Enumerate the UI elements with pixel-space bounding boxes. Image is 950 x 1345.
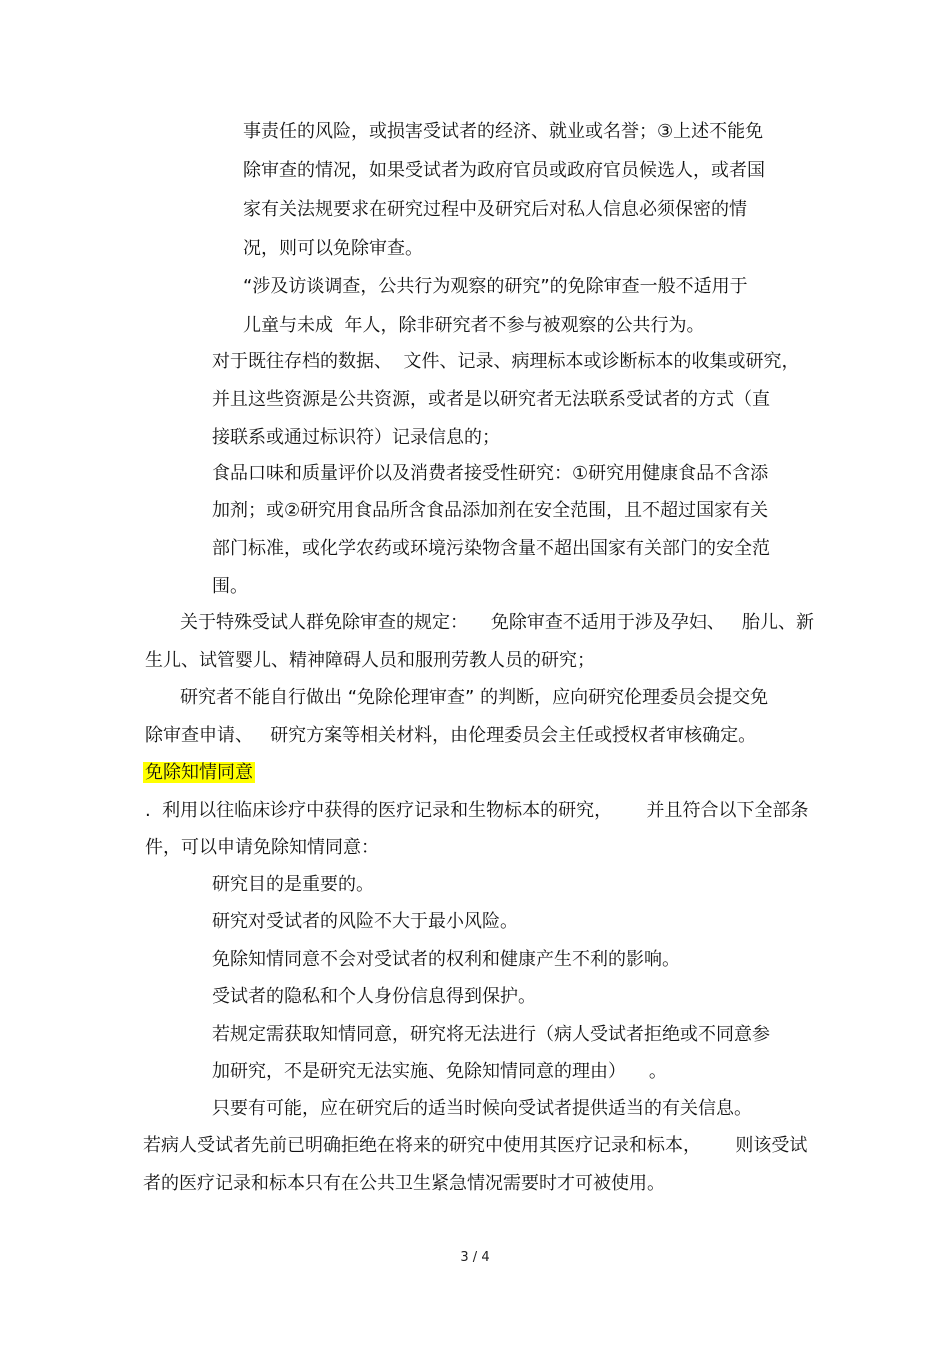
paragraph-line: 研究目的是重要的。 — [212, 874, 374, 895]
paragraph-line: 加研究，不是研究无法实施、免除知情同意的理由） 。 — [212, 1061, 667, 1082]
paragraph-line: 关于特殊受试人群免除审查的规定： 免除审查不适用于涉及孕妇、 胎儿、新 — [180, 612, 815, 633]
paragraph-line: 儿童与未成 年人，除非研究者不参与被观察的公共行为。 — [243, 315, 705, 336]
paragraph-line: 对于既往存档的数据、 文件、记录、病理标本或诊断标本的收集或研究， — [212, 351, 800, 372]
paragraph-line: 接联系或通过标识符）记录信息的； — [212, 427, 500, 448]
paragraph-line: 免除知情同意不会对受试者的权利和健康产生不利的影响。 — [212, 949, 680, 970]
paragraph-line: . 利用以往临床诊疗中获得的医疗记录和生物标本的研究， 并且符合以下全部条 — [145, 800, 809, 821]
paragraph-line: “涉及访谈调查，公共行为观察的研究”的免除审查一般不适用于 — [243, 276, 748, 297]
paragraph-line: 事责任的风险，或损害受试者的经济、就业或名誉；③上述不能免 — [243, 121, 764, 142]
section-heading — [143, 761, 255, 785]
paragraph-line: 食品口味和质量评价以及消费者接受性研究：①研究用健康食品不含添 — [212, 463, 769, 484]
paragraph-line: 生儿、试管婴儿、精神障碍人员和服刑劳教人员的研究； — [145, 650, 595, 671]
paragraph-line: 研究对受试者的风险不大于最小风险。 — [212, 911, 518, 932]
paragraph-line: 研究者不能自行做出 “免除伦理审查” 的判断，应向研究伦理委员会提交免 — [180, 687, 769, 708]
paragraph-line: 者的医疗记录和标本只有在公共卫生紧急情况需要时才可被使用。 — [143, 1173, 665, 1194]
paragraph-line: 若病人受试者先前已明确拒绝在将来的研究中使用其医疗记录和标本， 则该受试 — [143, 1135, 808, 1156]
paragraph-line: 况，则可以免除审查。 — [243, 238, 423, 259]
highlighted-heading-text: 免除知情同意 — [145, 762, 253, 783]
page-number: 3 / 4 — [460, 1250, 490, 1265]
paragraph-line: 并且这些资源是公共资源，或者是以研究者无法联系受试者的方式（直 — [212, 389, 770, 410]
paragraph-line: 件，可以申请免除知情同意： — [145, 837, 379, 858]
paragraph-line: 加剂；或②研究用食品所含食品添加剂在安全范围，且不超过国家有关 — [212, 500, 769, 521]
paragraph-line: 只要有可能，应在研究后的适当时候向受试者提供适当的有关信息。 — [212, 1098, 752, 1119]
paragraph-line: 围。 — [212, 576, 248, 597]
paragraph-line: 家有关法规要求在研究过程中及研究后对私人信息必须保密的情 — [243, 199, 747, 220]
paragraph-line: 受试者的隐私和个人身份信息得到保护。 — [212, 986, 536, 1007]
paragraph-line: 除审查申请、 研究方案等相关材料，由伦理委员会主任或授权者审核确定。 — [145, 725, 757, 746]
paragraph-line: 除审查的情况，如果受试者为政府官员或政府官员候选人，或者国 — [243, 160, 765, 181]
paragraph-line: 若规定需获取知情同意，研究将无法进行（病人受试者拒绝或不同意参 — [212, 1024, 770, 1045]
paragraph-line: 部门标准，或化学农药或环境污染物含量不超出国家有关部门的安全范 — [212, 538, 770, 559]
